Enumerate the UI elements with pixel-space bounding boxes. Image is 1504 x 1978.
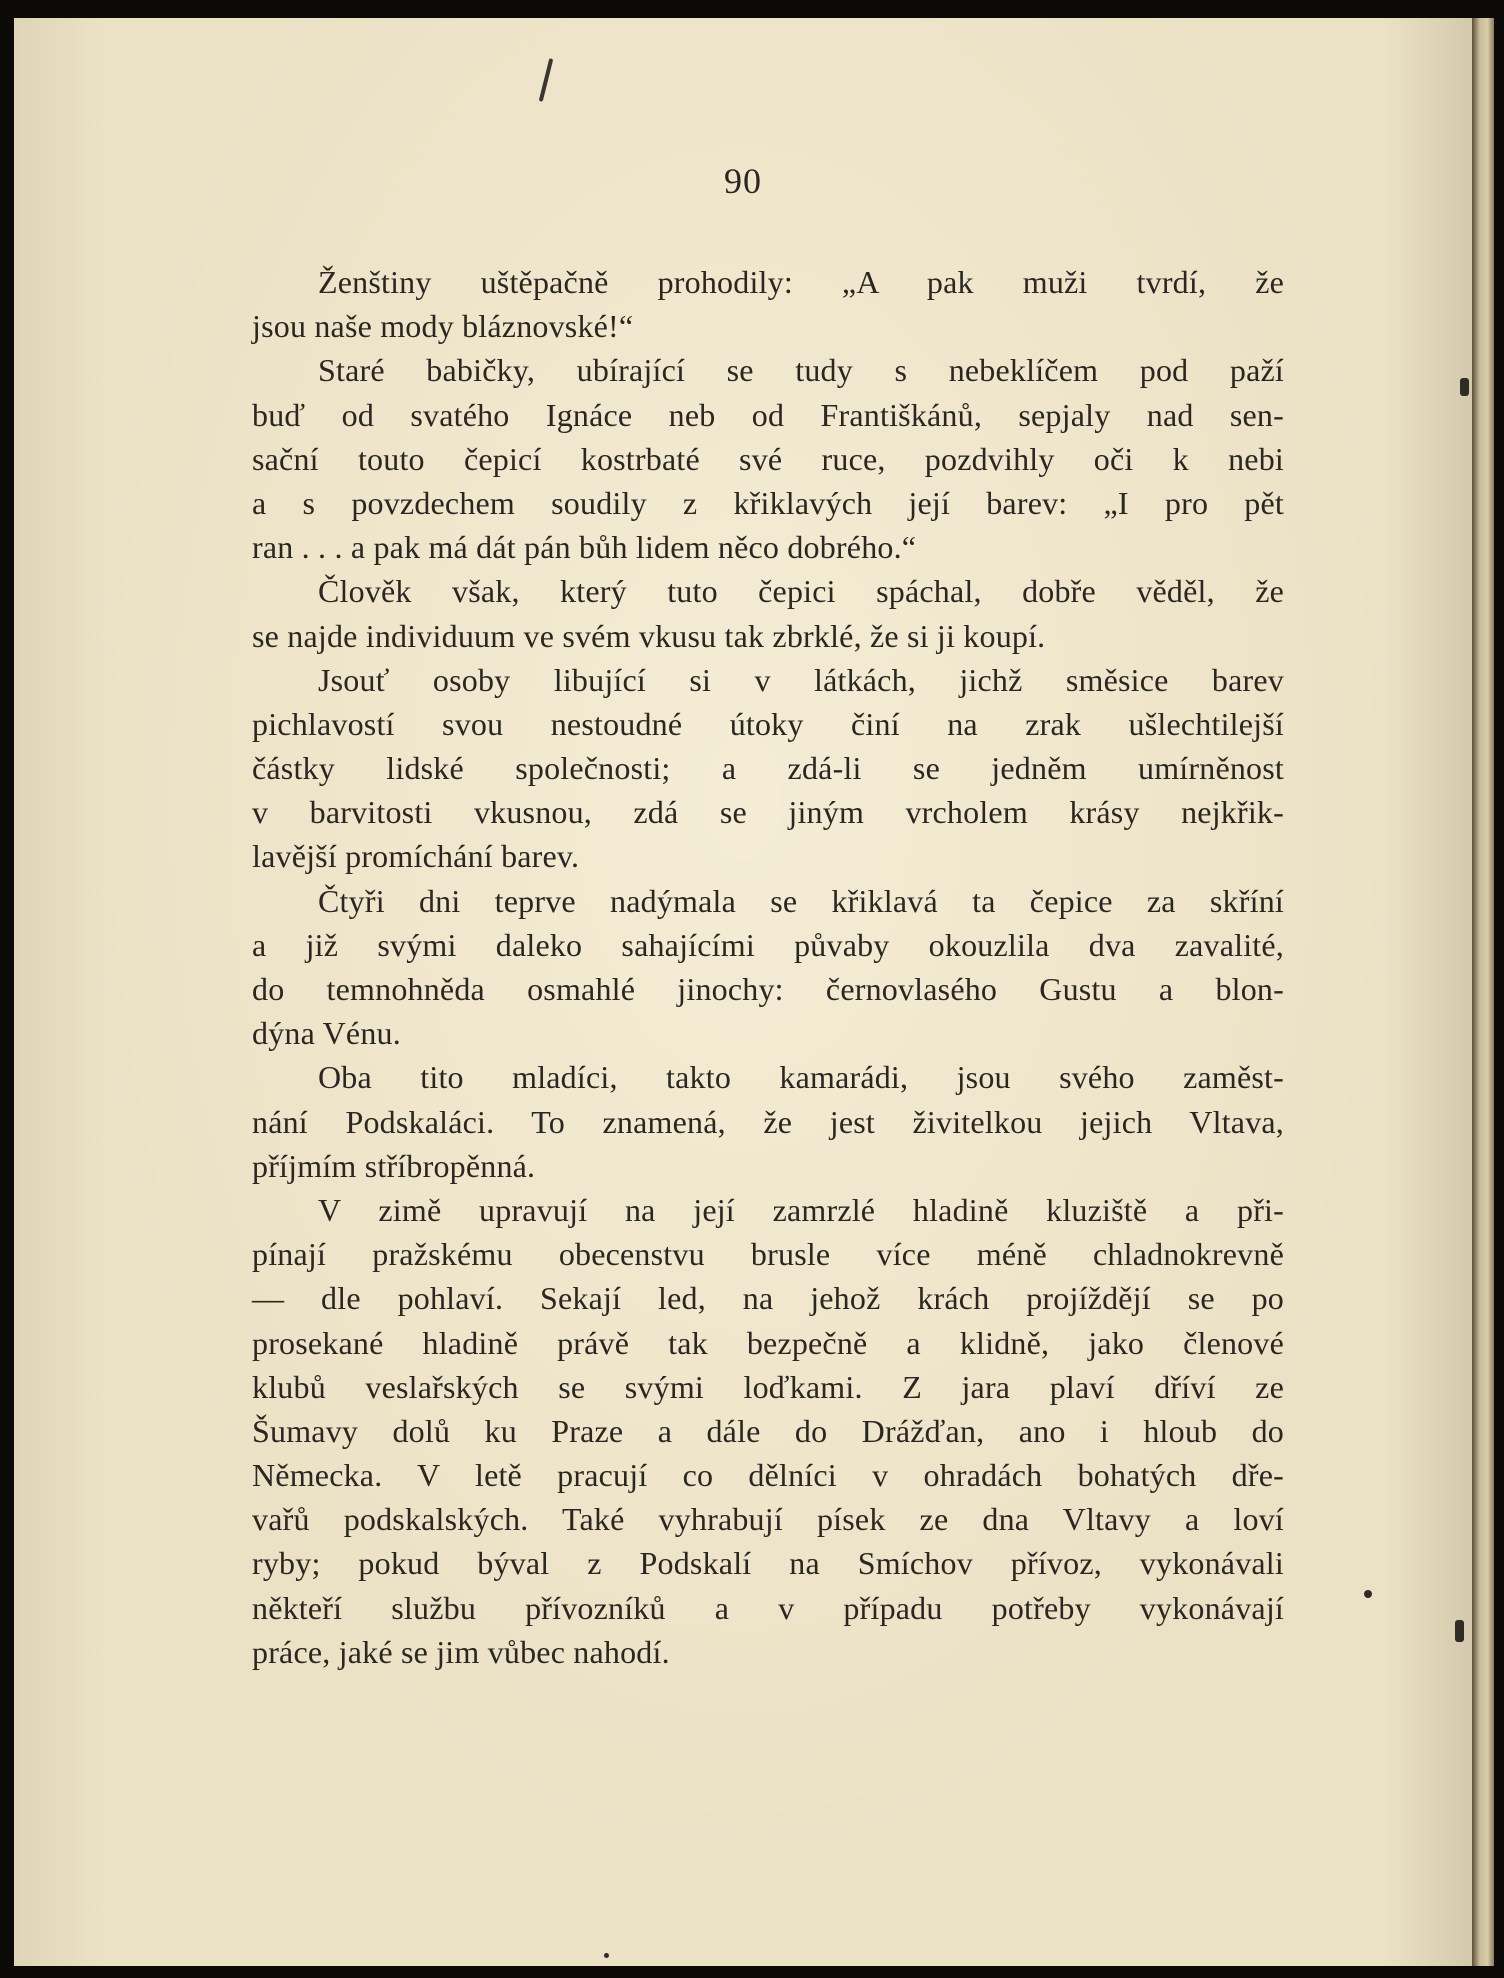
text-line: prosekané hladině právě tak bezpečně a klidně, jako členové [252,1324,1284,1361]
text-line: práce, jaké se jim vůbec nahodí. [252,1633,670,1670]
text-line: a s povzdechem soudily z křiklavých její barev: „I pro pět [252,484,1284,521]
text-line: buď od svatého Ignáce neb od Františkánů, sepjaly nad sen- [252,396,1284,433]
text-line: — dle pohlaví. Sekají led, na jehož krách projíždějí se po [252,1280,1284,1317]
text-line: jsou naše mody bláznovské!“ [252,308,634,345]
text-line: Jsouť osoby libující si v látkách, jichž směsice barev [318,661,1284,698]
ink-speck [604,1953,609,1958]
page-number: 90 [724,161,762,201]
text-line: Oba tito mladíci, takto kamarádi, jsou svého zaměst- [318,1059,1284,1096]
text-line: Šumavy dolů ku Praze a dále do Drážďan, ano i hloub do [252,1412,1284,1449]
text-line: ran . . . a pak má dát pán bůh lidem něco dobrého.“ [252,529,917,566]
text-line: ryby; pokud býval z Podskalí na Smíchov přívoz, vykonávali [252,1545,1284,1582]
pencil-mark [539,58,554,102]
text-line: sační touto čepicí kostrbaté své ruce, pozdvihly oči k nebi [252,440,1284,477]
text-line: vařů podskalských. Také vyhrabují písek ze dna Vltavy a loví [252,1501,1284,1538]
text-line: v barvitosti vkusnou, zdá se jiným vrcholem krásy nejkřik- [252,794,1284,831]
text-line: do temnohněda osmahlé jinochy: černovlasého Gustu a blon- [252,971,1284,1007]
text-line: Čtyři dni teprve nadýmala se křiklavá ta čepice za skříní [318,882,1284,919]
book-page [14,18,1472,1966]
text-line: někteří službu přívozníků a v případu potřeby vykonávají [252,1589,1284,1626]
adjacent-page-edge [1472,18,1494,1966]
text-line: dýna Vénu. [252,1015,401,1052]
text-line: klubů veslařských se svými loďkami. Z jara plaví dříví ze [252,1368,1284,1405]
text-line: a již svými daleko sahajícími půvaby okouzlila dva zavalité, [252,926,1284,963]
text-line: Člověk však, který tuto čepici spáchal, dobře věděl, že [318,573,1284,610]
ink-speck [1460,378,1469,396]
text-line: Německa. V letě pracují co dělníci v ohradách bohatých dře- [252,1457,1284,1494]
text-line: příjmím stříbropěnná. [252,1147,536,1184]
ink-speck [1364,1590,1372,1598]
body-text [252,260,1284,1674]
text-line: V zimě upravují na její zamrzlé hladině kluziště a při- [318,1191,1284,1228]
text-line: Staré babičky, ubírající se tudy s nebeklíčem pod paží [318,352,1284,389]
text-line: lavější promíchání barev. [252,838,580,875]
text-line: pínají pražskému obecenstvu brusle více méně chladnokrevně [252,1236,1284,1273]
text-line: částky lidské společnosti; a zdá-li se jedněm umírněnost [252,750,1284,787]
text-line: pichlavostí svou nestoudné útoky činí na zrak ušlechtilejší [252,705,1284,742]
text-line: nání Podskaláci. To znamená, že jest živitelkou jejich Vltava, [252,1103,1284,1140]
text-line: se najde individuum ve svém vkusu tak zbrklé, že si ji koupí. [252,617,1046,654]
text-line: Ženštiny uštěpačně prohodily: „A pak muži tvrdí, že [318,264,1284,300]
ink-speck [1455,1620,1464,1642]
